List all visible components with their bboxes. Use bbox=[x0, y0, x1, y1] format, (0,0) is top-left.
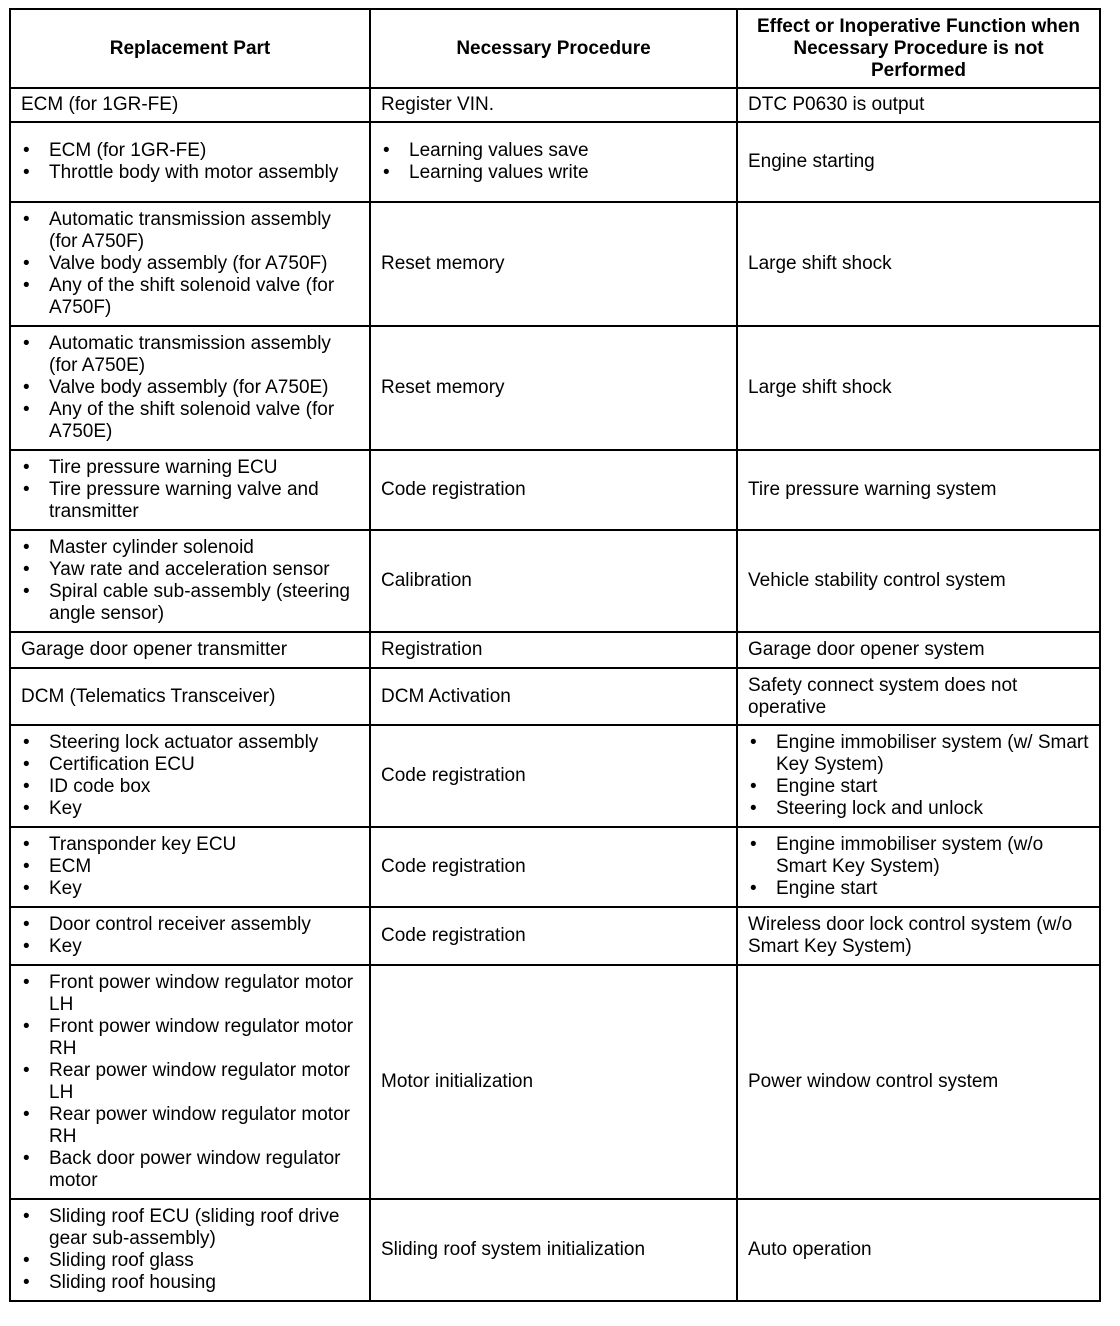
replacement-procedure-table bbox=[9, 8, 1101, 1302]
list-item: • Any of the shift solenoid valve (for A750E) bbox=[21, 399, 359, 443]
procedure-cell bbox=[370, 122, 737, 202]
effect-cell: Power window control system bbox=[737, 965, 1100, 1199]
table-row bbox=[10, 632, 1100, 668]
effect-cell: DTC P0630 is output bbox=[737, 88, 1100, 122]
list-item: • Transponder key ECU bbox=[21, 834, 359, 856]
part-list bbox=[21, 537, 359, 625]
list-item: • ECM (for 1GR-FE) bbox=[21, 140, 359, 162]
header-necessary-procedure: Necessary Procedure bbox=[370, 9, 737, 88]
list-item: • Tire pressure warning ECU bbox=[21, 457, 359, 479]
list-item: • Engine start bbox=[748, 878, 1089, 900]
procedure-cell: Reset memory bbox=[370, 202, 737, 326]
header-row bbox=[10, 9, 1100, 88]
part-cell: DCM (Telematics Transceiver) bbox=[10, 668, 370, 725]
procedure-cell: Calibration bbox=[370, 530, 737, 632]
effect-cell bbox=[737, 827, 1100, 907]
procedure-cell: Code registration bbox=[370, 907, 737, 965]
part-list bbox=[21, 457, 359, 523]
list-item: • Key bbox=[21, 936, 359, 958]
part-cell bbox=[10, 450, 370, 530]
part-cell bbox=[10, 122, 370, 202]
part-cell bbox=[10, 965, 370, 1199]
part-list bbox=[21, 1206, 359, 1294]
effect-list bbox=[748, 834, 1089, 900]
list-item: • Master cylinder solenoid bbox=[21, 537, 359, 559]
list-item: • Learning values save bbox=[381, 140, 726, 162]
effect-cell: Large shift shock bbox=[737, 202, 1100, 326]
part-list bbox=[21, 914, 359, 958]
table-row bbox=[10, 88, 1100, 122]
list-item: • Front power window regulator motor LH bbox=[21, 972, 359, 1016]
procedure-cell: Register VIN. bbox=[370, 88, 737, 122]
table-row bbox=[10, 202, 1100, 326]
procedure-cell: DCM Activation bbox=[370, 668, 737, 725]
list-item: • Steering lock actuator assembly bbox=[21, 732, 359, 754]
part-list bbox=[21, 209, 359, 319]
effect-cell: Safety connect system does not operative bbox=[737, 668, 1100, 725]
list-item: • Sliding roof housing bbox=[21, 1272, 359, 1294]
effect-cell: Auto operation bbox=[737, 1199, 1100, 1301]
header-effect: Effect or Inoperative Function when Necessary Procedure is not Performed bbox=[737, 9, 1100, 88]
list-item: • Sliding roof ECU (sliding roof drive gear sub-assembly) bbox=[21, 1206, 359, 1250]
table-row bbox=[10, 530, 1100, 632]
part-cell bbox=[10, 1199, 370, 1301]
table-row bbox=[10, 668, 1100, 725]
procedure-cell: Registration bbox=[370, 632, 737, 668]
table-row bbox=[10, 907, 1100, 965]
list-item: • Valve body assembly (for A750E) bbox=[21, 377, 359, 399]
effect-list bbox=[748, 732, 1089, 820]
table-row bbox=[10, 965, 1100, 1199]
procedure-cell: Code registration bbox=[370, 827, 737, 907]
part-cell bbox=[10, 202, 370, 326]
procedure-cell: Code registration bbox=[370, 725, 737, 827]
effect-cell: Wireless door lock control system (w/o Smart Key System) bbox=[737, 907, 1100, 965]
procedure-table-container bbox=[9, 8, 1099, 1302]
list-item: • Tire pressure warning valve and transmitter bbox=[21, 479, 359, 523]
effect-cell: Large shift shock bbox=[737, 326, 1100, 450]
list-item: • Valve body assembly (for A750F) bbox=[21, 253, 359, 275]
list-item: • Learning values write bbox=[381, 162, 726, 184]
procedure-cell: Motor initialization bbox=[370, 965, 737, 1199]
table-row bbox=[10, 1199, 1100, 1301]
part-cell bbox=[10, 530, 370, 632]
table-row bbox=[10, 450, 1100, 530]
procedure-list bbox=[381, 140, 726, 184]
part-cell bbox=[10, 725, 370, 827]
list-item: • ID code box bbox=[21, 776, 359, 798]
effect-cell: Engine starting bbox=[737, 122, 1100, 202]
list-item: • Engine start bbox=[748, 776, 1089, 798]
part-list bbox=[21, 140, 359, 184]
list-item: • Yaw rate and acceleration sensor bbox=[21, 559, 359, 581]
effect-cell: Garage door opener system bbox=[737, 632, 1100, 668]
procedure-cell: Sliding roof system initialization bbox=[370, 1199, 737, 1301]
list-item: • Engine immobiliser system (w/o Smart Key System) bbox=[748, 834, 1089, 878]
list-item: • Rear power window regulator motor LH bbox=[21, 1060, 359, 1104]
part-list bbox=[21, 732, 359, 820]
part-cell: ECM (for 1GR-FE) bbox=[10, 88, 370, 122]
list-item: • Rear power window regulator motor RH bbox=[21, 1104, 359, 1148]
list-item: • Key bbox=[21, 798, 359, 820]
part-cell: Garage door opener transmitter bbox=[10, 632, 370, 668]
list-item: • Steering lock and unlock bbox=[748, 798, 1089, 820]
part-list bbox=[21, 834, 359, 900]
list-item: • Certification ECU bbox=[21, 754, 359, 776]
list-item: • Sliding roof glass bbox=[21, 1250, 359, 1272]
effect-cell: Tire pressure warning system bbox=[737, 450, 1100, 530]
header-replacement-part: Replacement Part bbox=[10, 9, 370, 88]
table-row bbox=[10, 725, 1100, 827]
part-list bbox=[21, 333, 359, 443]
table-row bbox=[10, 122, 1100, 202]
effect-cell: Vehicle stability control system bbox=[737, 530, 1100, 632]
list-item: • Key bbox=[21, 878, 359, 900]
list-item: • Automatic transmission assembly (for A750F) bbox=[21, 209, 359, 253]
table-row bbox=[10, 827, 1100, 907]
list-item: • Door control receiver assembly bbox=[21, 914, 359, 936]
list-item: • ECM bbox=[21, 856, 359, 878]
procedure-cell: Reset memory bbox=[370, 326, 737, 450]
list-item: • Spiral cable sub-assembly (steering angle sensor) bbox=[21, 581, 359, 625]
part-cell bbox=[10, 827, 370, 907]
procedure-cell: Code registration bbox=[370, 450, 737, 530]
list-item: • Any of the shift solenoid valve (for A750F) bbox=[21, 275, 359, 319]
part-list bbox=[21, 972, 359, 1192]
list-item: • Engine immobiliser system (w/ Smart Key System) bbox=[748, 732, 1089, 776]
part-cell bbox=[10, 907, 370, 965]
part-cell bbox=[10, 326, 370, 450]
list-item: • Throttle body with motor assembly bbox=[21, 162, 359, 184]
list-item: • Automatic transmission assembly (for A750E) bbox=[21, 333, 359, 377]
list-item: • Front power window regulator motor RH bbox=[21, 1016, 359, 1060]
list-item: • Back door power window regulator motor bbox=[21, 1148, 359, 1192]
effect-cell bbox=[737, 725, 1100, 827]
table-row bbox=[10, 326, 1100, 450]
